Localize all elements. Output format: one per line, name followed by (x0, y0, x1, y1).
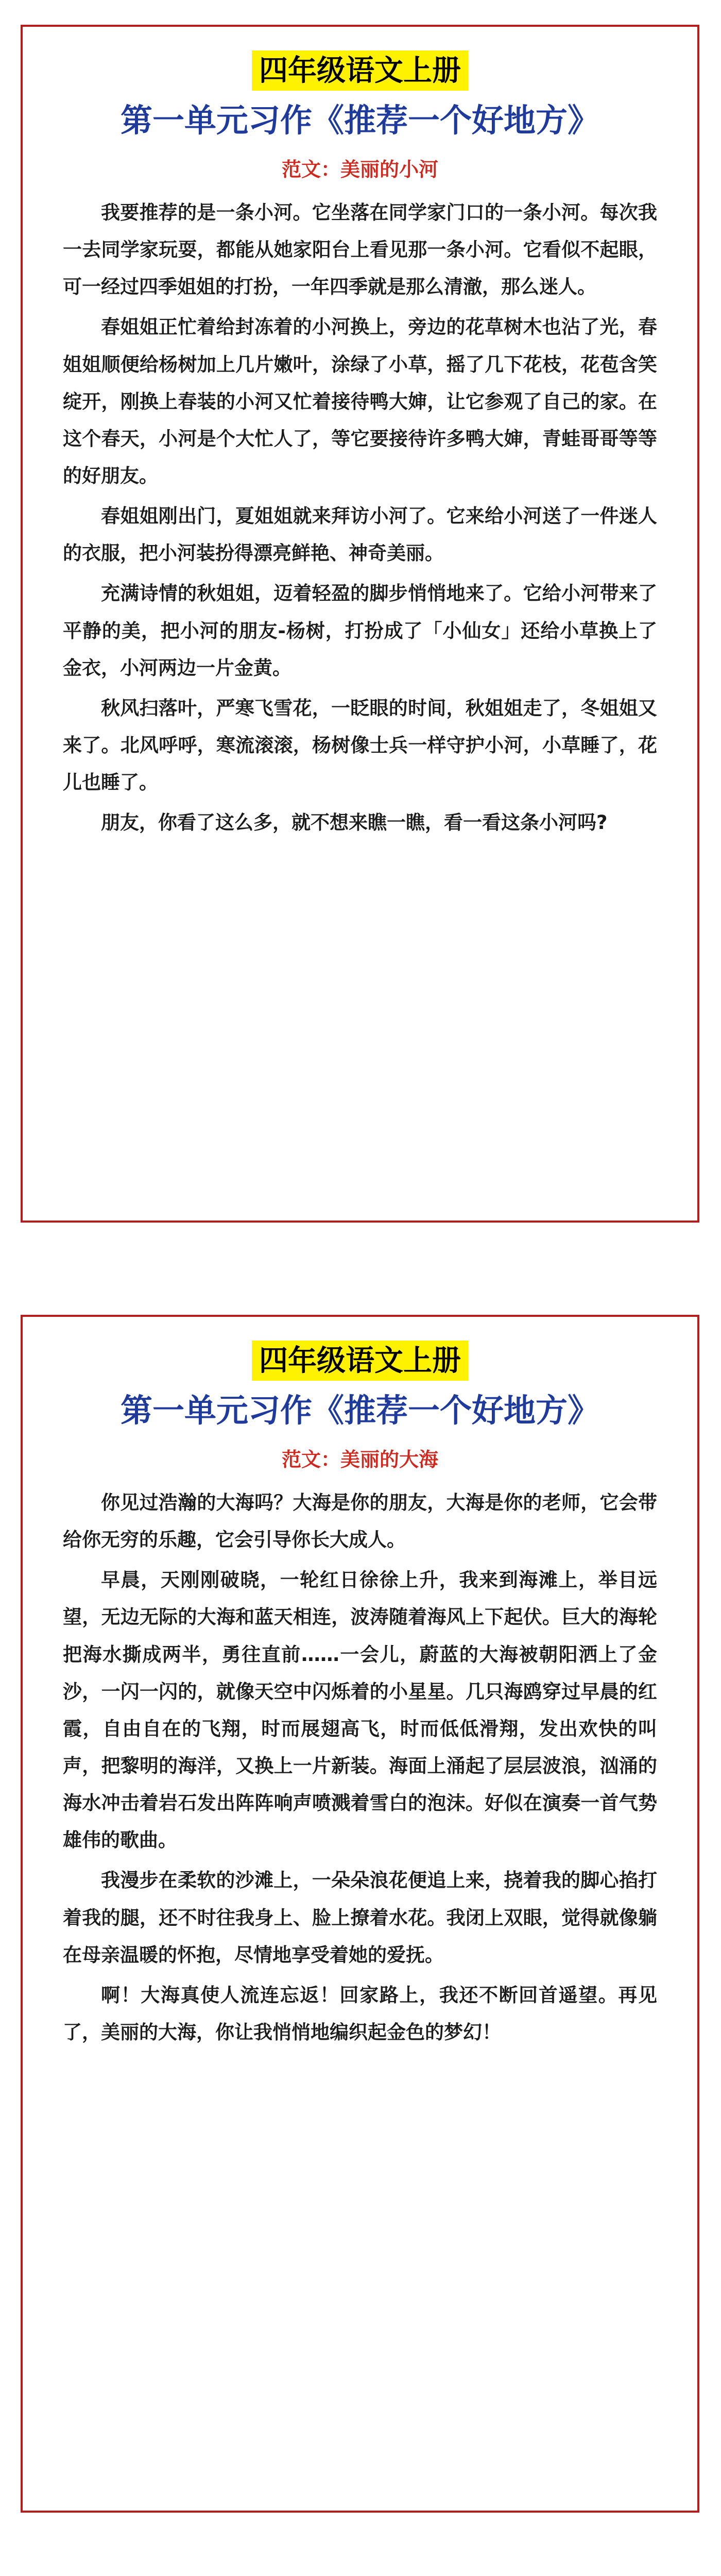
grade-title: 四年级语文上册 (252, 50, 468, 91)
unit-title: 第一单元习作《推荐一个好地方》 (120, 101, 599, 139)
paragraph: 春姐姐正忙着给封冻着的小河换上，旁边的花草树木也沾了光，春姐姐顺便给杨树加上几片嫩叶，涂绿了小草，摇了几下花枝，花苞含笑绽开，刚换上春装的小河又忙着接待鸭大婶，让它参观了自己的家。在这个春天，小河是个大忙人了，等它要接待许多鸭大婶，青蛙哥哥等等的好朋友。 (63, 316, 657, 487)
essay-body (63, 1484, 657, 2051)
essay-body (63, 194, 657, 841)
essay-card (21, 1315, 699, 2513)
essay-subtitle: 范文：美丽的小河 (281, 158, 438, 181)
paragraph: 早晨，天刚刚破晓，一轮红日徐徐上升，我来到海滩上，举目远望，无边无际的大海和蓝天相连，波涛随着海风上下起伏。巨大的海轮把海水撕成两半，勇往直前……一会儿，蔚蓝的大海被朝阳洒上了金沙，一闪一闪的，就像天空中闪烁着的小星星。几只海鸥穿过早晨的红霞，自由自在的飞翔，时而展翅高飞，时而低低滑翔，发出欢快的叫声，把黎明的海洋，又换上一片新装。海面上涌起了层层波浪，汹涌的海水冲击着岩石发出阵阵响声喷溅着雪白的泡沫。好似在演奏一首气势雄伟的歌曲。 (63, 1569, 657, 1852)
grade-title: 四年级语文上册 (252, 1341, 468, 1381)
paragraph: 你见过浩瀚的大海吗？大海是你的朋友，大海是你的老师，它会带给你无穷的乐趣，它会引导你长大成人。 (63, 1492, 657, 1551)
essay-subtitle: 范文：美丽的大海 (281, 1448, 438, 1471)
essay-card (21, 25, 699, 1223)
paragraph: 春姐姐刚出门，夏姐姐就来拜访小河了。它来给小河送了一件迷人的衣服，把小河装扮得漂亮鲜艳、神奇美丽。 (63, 505, 657, 565)
paragraph: 朋友，你看了这么多，就不想来瞧一瞧，看一看这条小河吗? (101, 811, 608, 834)
paragraph: 我漫步在柔软的沙滩上，一朵朵浪花便追上来，挠着我的脚心掐打着我的腿，还不时往我身上、脸上撩着水花。我闭上双眼，觉得就像躺在母亲温暖的怀抱，尽情地享受着她的爱抚。 (63, 1869, 657, 1966)
paragraph: 秋风扫落叶，严寒飞雪花，一眨眼的时间，秋姐姐走了，冬姐姐又来了。北风呼呼，寒流滚滚，杨树像士兵一样守护小河，小草睡了，花儿也睡了。 (63, 697, 657, 794)
paragraph: 我要推荐的是一条小河。它坐落在同学家门口的一条小河。每次我一去同学家玩耍，都能从她家阳台上看见那一条小河。它看似不起眼，可一经过四季姐姐的打扮，一年四季就是那么清澈，那么迷人。 (63, 201, 657, 298)
paragraph: 充满诗情的秋姐姐，迈着轻盈的脚步悄悄地来了。它给小河带来了平静的美，把小河的朋友-杨树，打扮成了「小仙女」还给小草换上了金衣，小河两边一片金黄。 (63, 582, 657, 679)
paragraph: 啊！大海真使人流连忘返！回家路上，我还不断回首遥望。再见了，美丽的大海，你让我悄悄地编织起金色的梦幻！ (63, 1984, 657, 2043)
unit-title: 第一单元习作《推荐一个好地方》 (120, 1392, 599, 1429)
